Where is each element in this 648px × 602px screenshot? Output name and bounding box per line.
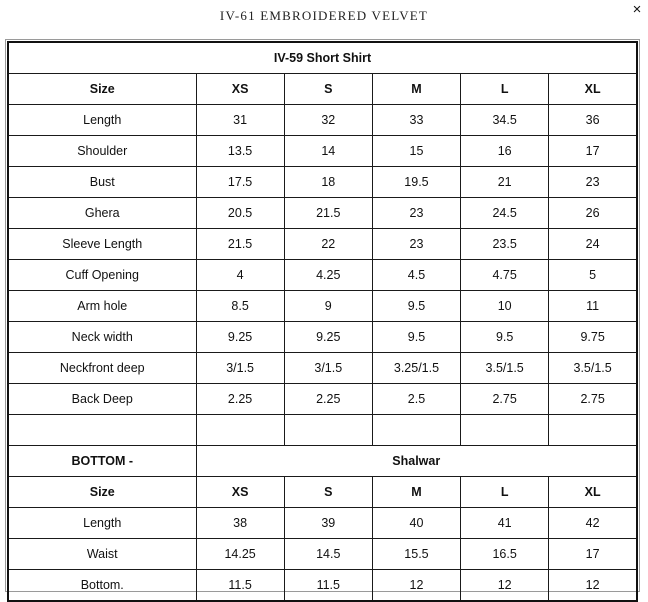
measurement-value: 21.5 (284, 198, 372, 229)
size-chart (5, 39, 640, 592)
table-row (8, 260, 637, 291)
header-cell: M (372, 477, 460, 508)
measurement-label: Back Deep (8, 384, 196, 415)
header-cell: XL (549, 477, 637, 508)
bottom-title-row (8, 446, 637, 477)
empty-cell (284, 415, 372, 446)
measurement-value: 18 (284, 167, 372, 198)
bottom-header-row (8, 477, 637, 508)
measurement-value: 9.25 (284, 322, 372, 353)
measurement-value: 2.25 (284, 384, 372, 415)
measurement-label: Cuff Opening (8, 260, 196, 291)
table-row (8, 322, 637, 353)
measurement-value: 11.5 (284, 570, 372, 602)
table-row (8, 291, 637, 322)
header-cell: L (461, 477, 549, 508)
measurement-value: 41 (461, 508, 549, 539)
size-chart-table (7, 41, 638, 602)
measurement-value: 3.5/1.5 (461, 353, 549, 384)
table-row (8, 539, 637, 570)
measurement-value: 33 (372, 105, 460, 136)
measurement-value: 24 (549, 229, 637, 260)
measurement-value: 10 (461, 291, 549, 322)
header-cell: Size (8, 477, 196, 508)
measurement-value: 2.75 (461, 384, 549, 415)
measurement-value: 15 (372, 136, 460, 167)
spacer-row (8, 415, 637, 446)
measurement-value: 12 (549, 570, 637, 602)
header-cell: L (461, 74, 549, 105)
measurement-value: 42 (549, 508, 637, 539)
measurement-value: 24.5 (461, 198, 549, 229)
measurement-label: Bust (8, 167, 196, 198)
table-row (8, 229, 637, 260)
shirt-table-title: IV-59 Short Shirt (8, 42, 637, 74)
empty-cell (372, 415, 460, 446)
measurement-value: 23.5 (461, 229, 549, 260)
measurement-value: 16.5 (461, 539, 549, 570)
close-icon[interactable]: × (632, 1, 642, 18)
header-cell: XS (196, 477, 284, 508)
measurement-label: Ghera (8, 198, 196, 229)
bottom-label: BOTTOM - (8, 446, 196, 477)
shirt-header-row (8, 74, 637, 105)
measurement-value: 9.5 (372, 322, 460, 353)
measurement-label: Length (8, 105, 196, 136)
measurement-value: 11 (549, 291, 637, 322)
measurement-value: 14.25 (196, 539, 284, 570)
measurement-value: 14.5 (284, 539, 372, 570)
measurement-value: 9.5 (461, 322, 549, 353)
header-cell: XS (196, 74, 284, 105)
measurement-value: 9 (284, 291, 372, 322)
measurement-value: 36 (549, 105, 637, 136)
header-cell: XL (549, 74, 637, 105)
page-title: IV-61 EMBROIDERED VELVET (219, 8, 429, 23)
table-row (8, 198, 637, 229)
measurement-value: 9.25 (196, 322, 284, 353)
measurement-value: 34.5 (461, 105, 549, 136)
table-row (8, 508, 637, 539)
measurement-value: 23 (549, 167, 637, 198)
measurement-value: 9.5 (372, 291, 460, 322)
measurement-value: 3/1.5 (284, 353, 372, 384)
empty-cell (196, 415, 284, 446)
table-row (8, 570, 637, 602)
table-row (8, 353, 637, 384)
table-row (8, 105, 637, 136)
measurement-value: 23 (372, 229, 460, 260)
measurement-label: Arm hole (8, 291, 196, 322)
measurement-value: 3.5/1.5 (549, 353, 637, 384)
measurement-label: Length (8, 508, 196, 539)
measurement-value: 38 (196, 508, 284, 539)
table-row (8, 167, 637, 198)
header-cell: M (372, 74, 460, 105)
measurement-value: 2.25 (196, 384, 284, 415)
measurement-value: 19.5 (372, 167, 460, 198)
measurement-value: 5 (549, 260, 637, 291)
measurement-value: 4.75 (461, 260, 549, 291)
measurement-value: 21 (461, 167, 549, 198)
measurement-value: 3/1.5 (196, 353, 284, 384)
shirt-title-row (8, 42, 637, 74)
measurement-value: 12 (372, 570, 460, 602)
measurement-value: 21.5 (196, 229, 284, 260)
measurement-value: 4.25 (284, 260, 372, 291)
measurement-value: 20.5 (196, 198, 284, 229)
measurement-value: 40 (372, 508, 460, 539)
measurement-value: 32 (284, 105, 372, 136)
measurement-value: 23 (372, 198, 460, 229)
table-row (8, 136, 637, 167)
measurement-label: Neckfront deep (8, 353, 196, 384)
measurement-value: 11.5 (196, 570, 284, 602)
measurement-value: 4 (196, 260, 284, 291)
header-cell: S (284, 477, 372, 508)
measurement-value: 26 (549, 198, 637, 229)
empty-cell (8, 415, 196, 446)
measurement-value: 17 (549, 539, 637, 570)
measurement-value: 17 (549, 136, 637, 167)
measurement-value: 13.5 (196, 136, 284, 167)
empty-cell (549, 415, 637, 446)
measurement-value: 14 (284, 136, 372, 167)
measurement-value: 31 (196, 105, 284, 136)
table-row (8, 384, 637, 415)
measurement-value: 4.5 (372, 260, 460, 291)
measurement-value: 17.5 (196, 167, 284, 198)
header-cell: Size (8, 74, 196, 105)
measurement-value: 12 (461, 570, 549, 602)
measurement-value: 2.5 (372, 384, 460, 415)
measurement-label: Sleeve Length (8, 229, 196, 260)
measurement-value: 22 (284, 229, 372, 260)
measurement-label: Waist (8, 539, 196, 570)
measurement-value: 8.5 (196, 291, 284, 322)
empty-cell (461, 415, 549, 446)
measurement-value: 39 (284, 508, 372, 539)
measurement-label: Bottom. (8, 570, 196, 602)
measurement-value: 9.75 (549, 322, 637, 353)
measurement-value: 2.75 (549, 384, 637, 415)
measurement-label: Shoulder (8, 136, 196, 167)
measurement-value: 16 (461, 136, 549, 167)
measurement-value: 3.25/1.5 (372, 353, 460, 384)
measurement-label: Neck width (8, 322, 196, 353)
measurement-value: 15.5 (372, 539, 460, 570)
header-cell: S (284, 74, 372, 105)
bottom-table-title: Shalwar (196, 446, 637, 477)
